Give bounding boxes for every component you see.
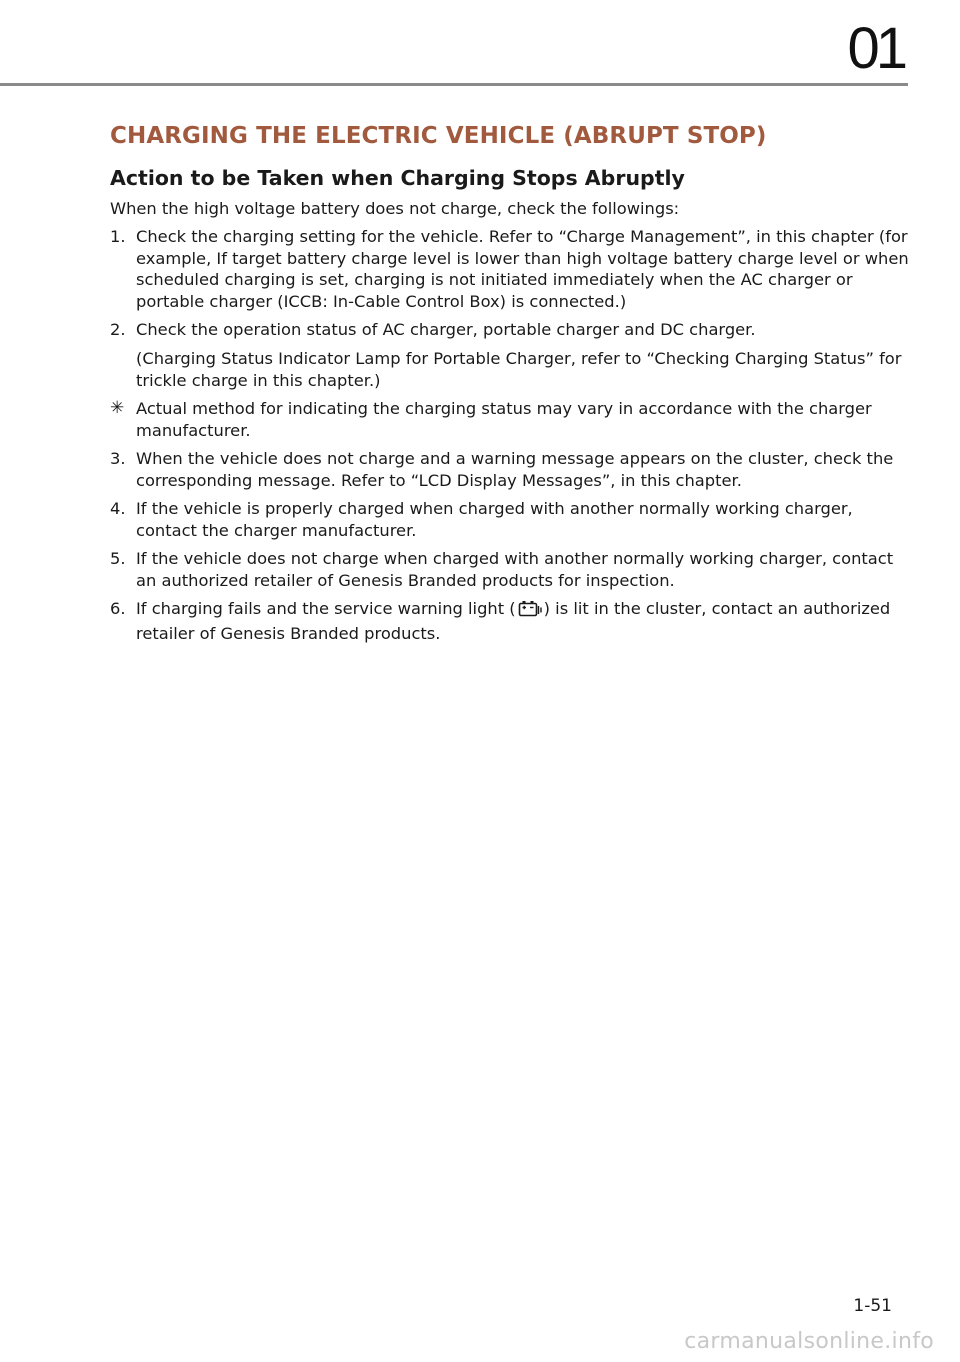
section-title: CHARGING THE ELECTRIC VEHICLE (ABRUPT STOP) bbox=[110, 123, 767, 149]
list-item bbox=[110, 548, 910, 592]
chapter-number: 01 bbox=[847, 16, 904, 81]
list-item-text-after: ) is lit in the cluster, contact an authorized retailer of Genesis Branded products. bbox=[136, 599, 891, 644]
list-marker: 3. bbox=[110, 448, 126, 468]
page-number: 1-51 bbox=[853, 1296, 892, 1316]
intro-text: When the high voltage battery does not charge, check the followings: bbox=[110, 199, 680, 218]
subheading: Action to be Taken when Charging Stops Abruptly bbox=[110, 166, 685, 190]
list-marker: 1. bbox=[110, 226, 126, 246]
list-item-text: If the vehicle does not charge when charged with another normally working charger, contact an authorized retailer of Genesis Branded products for inspection. bbox=[136, 549, 894, 590]
header-rule bbox=[0, 83, 908, 86]
list-item-text bbox=[136, 598, 910, 645]
service-warning-light-icon bbox=[517, 599, 543, 623]
list-item-text: Check the charging setting for the vehicle. Refer to “Charge Management”, in this chapter (for example, If target battery charge level is lower than high voltage battery charge level or when scheduled charging is set, charging is not initiated immediately when the AC charger or portable charger (ICCB: In-Cable Control Box) is connected.) bbox=[136, 226, 909, 312]
list-item bbox=[110, 498, 910, 542]
list-item bbox=[110, 226, 910, 313]
watermark: carmanualsonline.info bbox=[684, 1329, 934, 1354]
list-item-text: If the vehicle is properly charged when charged with another normally working charger, contact the charger manufacturer. bbox=[136, 499, 853, 540]
list-item-text: Check the operation status of AC charger, portable charger and DC charger. bbox=[136, 320, 756, 340]
list-marker: 6. bbox=[110, 599, 126, 619]
list-item bbox=[110, 598, 910, 645]
list-marker: 2. bbox=[110, 320, 126, 340]
note-text: Actual method for indicating the charging status may vary in accordance with the charger manufacturer. bbox=[136, 398, 872, 440]
list-item bbox=[110, 319, 910, 341]
page-content bbox=[110, 120, 910, 651]
list-marker: 5. bbox=[110, 549, 126, 569]
note-item bbox=[110, 398, 910, 442]
list-item-subtext: (Charging Status Indicator Lamp for Portable Charger, refer to “Checking Charging Status” for trickle charge in this chapter.) bbox=[136, 348, 902, 390]
list-marker: 4. bbox=[110, 499, 126, 519]
list-item-text-before: If charging fails and the service warning light ( bbox=[136, 599, 516, 619]
list-item bbox=[110, 448, 910, 492]
note-marker: ✳ bbox=[110, 397, 125, 418]
list-item-text: When the vehicle does not charge and a warning message appears on the cluster, check the corresponding message. Refer to “LCD Display Messages”, in this chapter. bbox=[136, 448, 894, 490]
